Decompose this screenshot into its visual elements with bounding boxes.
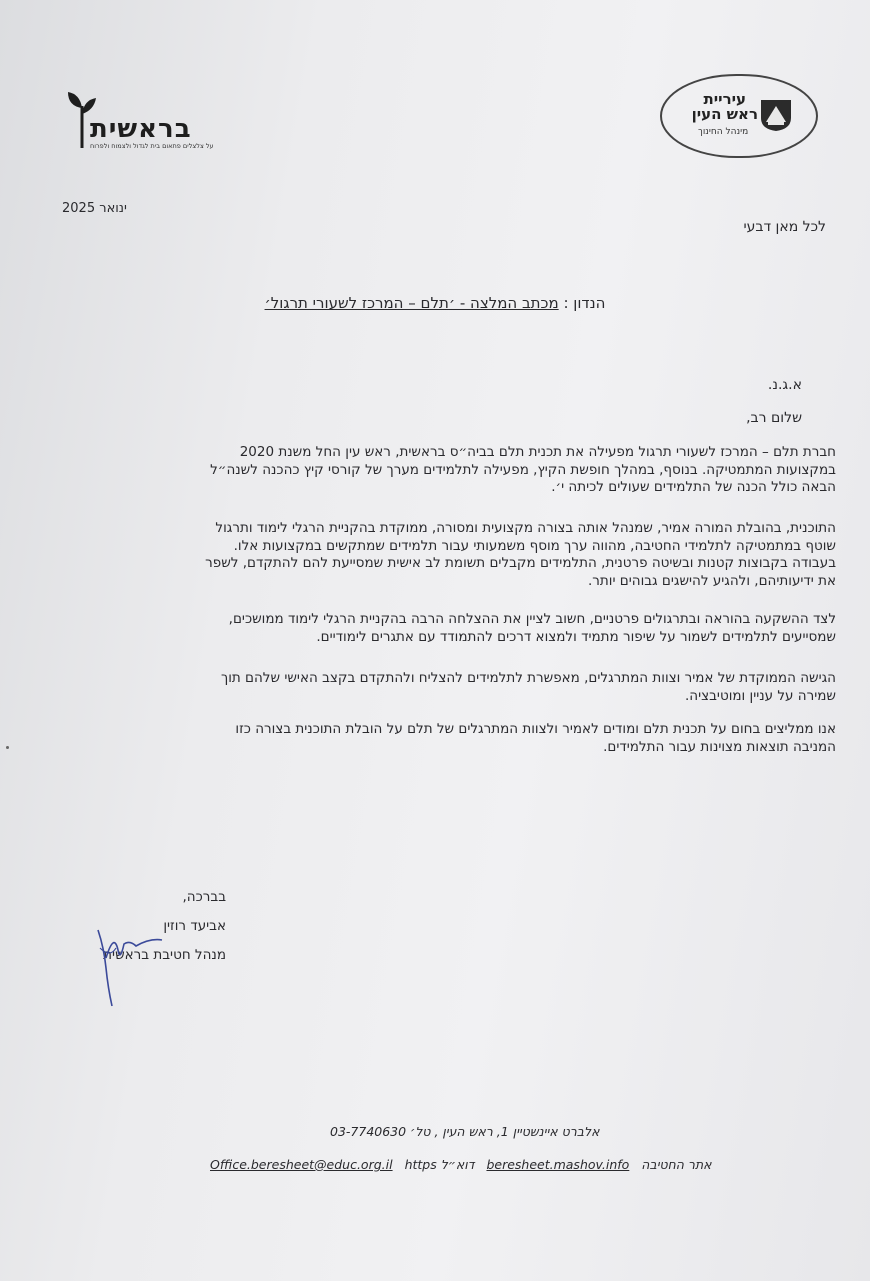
paragraph-line: המניבה תוצאות מצוינות עבור התלמידים. [603,738,836,755]
handwritten-signature [90,918,200,1008]
paragraph-line: התוכנית, בהובלת המורה אמיר, שמנהל אותה בצורה מקצועית ומסורה, ממוקדת בהקניית הרגלי לימוד ותרגול [215,520,836,536]
paragraph-1 [66,444,836,497]
paragraph-line: במקצועות המתמטיקה. בנוסף, במהלך חופשת הקיץ, מפעילה לתלמידים מערך של קורסי קיץ כהכנה לשנה״ל [210,461,836,478]
paragraph-5 [66,721,836,756]
subject-line [0,294,870,312]
school-name: בראשית [90,114,192,144]
city-name [692,92,758,122]
scan-speck [6,746,9,749]
footer-site-url[interactable]: beresheet.mashov.info [486,1157,630,1172]
paragraph-line: שמירה על עניין ומוטיבציה. [684,687,836,704]
paragraph-line: שוטף במתמטיקה לתלמידי החטיבה, מהווה ערך מוסף משמעותי עבור תלמידים שמתקשים במקצועות אלו. [233,537,836,554]
school-logo [62,86,232,156]
paragraph-line: לצד ההשקעה בהוראה ובתרגולים פרטניים, חשוב לציין את ההצלחה הרבה בהקניית הרגלי לימוד ממושכים, [228,611,836,627]
letter-date: ינואר 2025 [62,201,127,216]
paragraph-3 [66,611,836,646]
footer-address: אלברט איינשטיין 1, ראש העין , טל׳ 03-7740630 [330,1124,600,1139]
footer-links [210,1157,720,1172]
greeting: שלום רב, [746,410,802,426]
city-name-line2: ראש העין [691,105,758,123]
paragraph-line: אנו ממליצים בחום על תכנית תלם ומודים לאמיר ולצוות המתרגלים של תלם על הובלת התוכנית בצורה כזו [235,721,836,737]
subject-prefix: הנדון : [563,294,606,312]
city-logo [660,74,818,158]
paragraph-line: שמסייעים לתלמידים לשמור על שיפור מתמיד ולמצוא דרכים להתמודד עם אתגרים לימודיים. [316,628,836,645]
paragraph-line: את ידיעותיהם, ולהגיע להישגים גבוהים יותר. [588,572,836,589]
recipient: לכל מאן דבעי [743,219,826,235]
city-name-line1: עיריית [703,90,747,108]
paragraph-line: חברת תלם – המרכז לשעורי תרגול מפעילה את תכנית תלם בביה״ס בראשית, ראש עין החל משנת 2020 [239,444,836,460]
subject-title: מכתב המלצה - ׳תלם – המרכז לשעורי תרגול׳ [264,294,559,312]
footer-site-label: אתר החטיבה [641,1157,712,1172]
signer-name: אביעד רוזין [163,918,226,934]
salutation-abbr: א.ג.נ. [767,377,802,393]
city-department: מינהל החינוך [698,127,749,137]
paragraph-line: הגישה הממוקדת של אמיר וצוות המתרגלים, מאפשרת לתלמידים להצליח ולהתקדם בקצב האישי שלהם תוך [220,670,836,686]
closing-blessing: בברכה, [182,889,226,905]
signer-title: מנהל חטיבת בראשית [103,947,226,963]
paragraph-line: הבאה כולל הכנה של התלמידים שעולים לכיתה י׳. [551,479,836,495]
paragraph-line: בעבודה בקבוצות קטנות ובשיטה פרטנית, התלמידים מקבלים תשומת לב אישית שמסייעת להם להתקדם, לשפר [205,555,836,571]
footer-email[interactable]: Office.beresheet@educ.org.il [210,1157,393,1172]
city-emblem-icon [758,96,794,132]
paragraph-4 [66,670,836,705]
paragraph-2 [66,520,836,590]
footer-email-label: https דוא״ל [404,1157,475,1172]
school-tagline: על צלצלים פתאום בית לגדול ולצמוח ולפרוח [90,142,214,150]
